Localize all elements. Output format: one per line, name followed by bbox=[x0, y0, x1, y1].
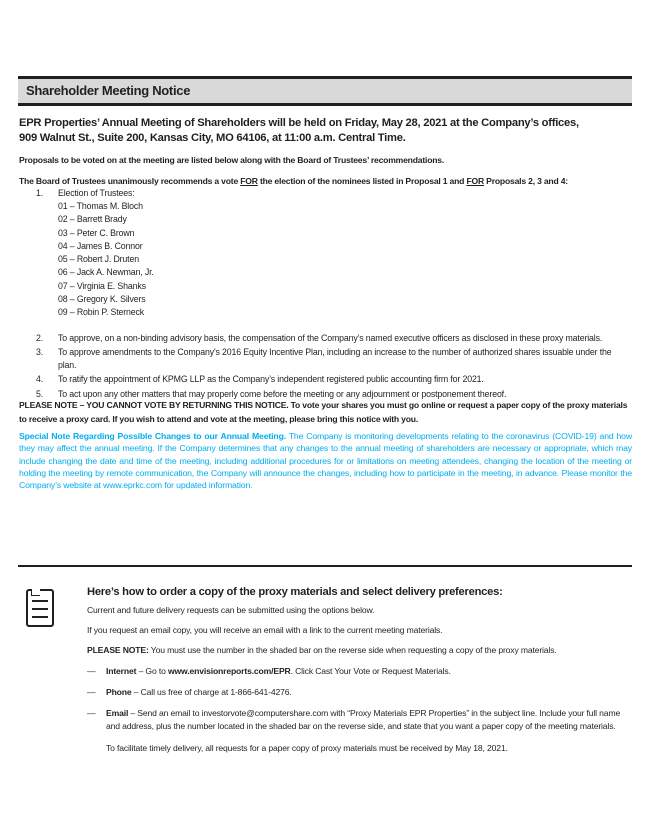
order-heading: Here’s how to order a copy of the proxy materials and select delivery preferences: bbox=[87, 586, 503, 598]
nominee: 06 – Jack A. Newman, Jr. bbox=[58, 267, 154, 278]
nominee: 08 – Gregory K. Silvers bbox=[58, 294, 146, 305]
nominee: 09 – Robin P. Sterneck bbox=[58, 307, 145, 318]
proposal-item: 4. To ratify the appointment of KPMG LLP as the Company’s independent registered public accounting firm for 2021. bbox=[36, 373, 484, 384]
order-text: If you request an email copy, you will receive an email with a link to the current meeting materials. bbox=[87, 625, 443, 635]
special-note: Special Note Regarding Possible Changes to our Annual Meeting. The Company is monitoring developments relating to the coronavirus (COVID-19) and how they may affect the annual meeting. If the Company determines that any changes to the annual meeting of shareholders are necessary or appropriate, which may include changing the date and time of the meeting, including additional procedures for or limitations on meeting attendees, changing the location of the meeting or holding the meeting by remote communication, the Company will announce the changes, including how to participate in the meeting, in advance. Please monitor the Company’s website at www.eprkc.com for updated information. bbox=[19, 431, 632, 491]
nominee: 05 – Robert J. Druten bbox=[58, 254, 139, 265]
meeting-heading-line: 909 Walnut St., Suite 200, Kansas City, MO 64106, at 11:00 a.m. Central Time. bbox=[19, 132, 406, 144]
board-recommendation: The Board of Trustees unanimously recommends a vote FOR the election of the nominees listed in Proposal 1 and FOR Proposals 2, 3 and 4: bbox=[19, 176, 568, 186]
proposals-intro: Proposals to be voted on at the meeting are listed below along with the Board of Trustees’ recommendations. bbox=[19, 155, 445, 165]
order-section bbox=[87, 586, 632, 755]
proposal-list bbox=[36, 187, 632, 401]
nominee-list bbox=[36, 200, 632, 320]
title-bar bbox=[18, 76, 632, 106]
proposal-item: 2. To approve, on a non-binding advisory basis, the compensation of the Company’s named executive officers as disclosed in these proxy materials. bbox=[36, 332, 603, 343]
meeting-heading-line: EPR Properties’ Annual Meeting of Shareholders will be held on Friday, May 28, 2021 at the Company’s offices, bbox=[19, 117, 579, 129]
option-internet: — Internet – Go to www.envisionreports.com/EPR. Click Cast Your Vote or Request Materials. bbox=[87, 666, 451, 676]
document-icon bbox=[26, 589, 54, 627]
proposal-item: 1. Election of Trustees: bbox=[36, 188, 135, 198]
order-note: PLEASE NOTE: You must use the number in the shaded bar on the reverse side when requesting a copy of the proxy materials. bbox=[87, 645, 557, 655]
divider bbox=[18, 565, 632, 567]
page-title: Shareholder Meeting Notice bbox=[26, 83, 191, 98]
option-phone: — Phone – Call us free of charge at 1-866-641-4276. bbox=[87, 687, 292, 697]
internet-link[interactable]: www.envisionreports.com/EPR bbox=[167, 666, 291, 676]
proposal-item: 5. To act upon any other matters that may properly come before the meeting or any adjournment or postponement thereof. bbox=[36, 388, 507, 399]
deadline-text: To facilitate timely delivery, all requests for a paper copy of proxy materials must be received by May 18, 2021. bbox=[106, 743, 508, 753]
option-email: — Email – Send an email to investorvote@computershare.com with “Proxy Materials EPR Properties” in the subject line. Include your full name and address, plus the number located in the shaded bar on the reverse side, and state that you want a paper copy of the meeting materials. bbox=[87, 708, 621, 731]
proposal-item: 3. To approve amendments to the Company's 2016 Equity Incentive Plan, including an increase to the number of authorized shares issuable under the plan. bbox=[36, 346, 612, 370]
meeting-heading bbox=[19, 116, 579, 146]
nominee: 07 – Virginia E. Shanks bbox=[58, 280, 146, 291]
nominee: 04 – James B. Connor bbox=[58, 240, 143, 251]
nominee: 03 – Peter C. Brown bbox=[58, 227, 135, 238]
nominee: 02 – Barrett Brady bbox=[58, 214, 127, 225]
nominee: 01 – Thomas M. Bloch bbox=[58, 201, 143, 211]
order-text: Current and future delivery requests can be submitted using the options below. bbox=[87, 605, 375, 615]
please-note-notice: PLEASE NOTE – YOU CANNOT VOTE BY RETURNING THIS NOTICE. To vote your shares you must go online or request a paper copy of the proxy materials to receive a proxy card. If you wish to attend and vote at the meeting, please bring this notice with you. bbox=[19, 400, 628, 424]
